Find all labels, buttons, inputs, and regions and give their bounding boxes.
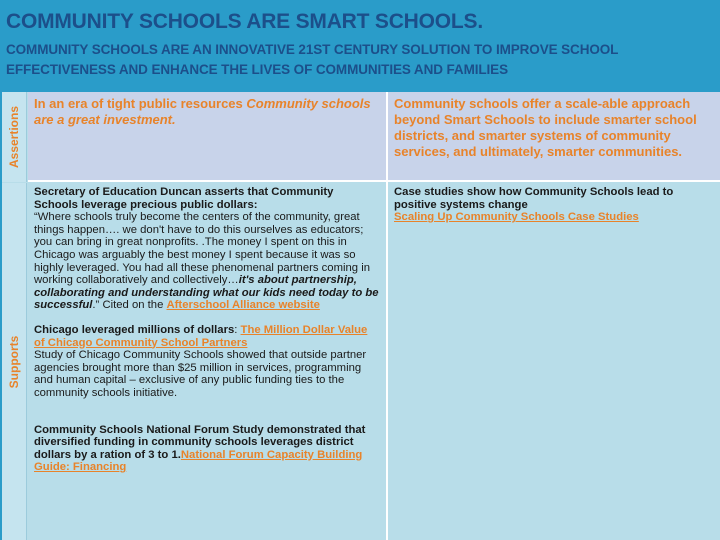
slide-header: [0, 0, 720, 90]
assertions-row-header: [2, 92, 27, 182]
duncan-paragraph: [34, 186, 380, 312]
case-studies-heading: Case studies show how Community Schools lead to positive systems change: [394, 186, 674, 211]
assertions-label: Assertions: [7, 105, 21, 169]
chicago-heading: Chicago leveraged millions of dollars: [34, 323, 235, 336]
page-title: COMMUNITY SCHOOLS ARE SMART SCHOOLS.: [6, 10, 483, 33]
duncan-emphasis: it's about partnership, collaborating and understanding what our kids need today to be successful: [34, 274, 379, 312]
chicago-paragraph: Chicago leveraged millions of dollars: The Million Dollar Value of Chicago Community School Partners Study of Chicago Community Schools showed that outside partner agencies brought more than $25 million in services, programming and human capital – exclusive of any public funding ties to the community schools initiative.: [34, 323, 368, 399]
national-forum-heading: Community Schools National Forum Study demonstrated that diversified funding in community schools leverages district dollars by a ration of 3 to 1.: [34, 423, 366, 461]
supports-row-header: [2, 183, 27, 540]
supports-left-cell: [28, 182, 388, 540]
duncan-cited: .” Cited on the: [92, 299, 167, 312]
national-forum-paragraph: [34, 424, 380, 474]
supports-label: Supports: [7, 335, 21, 388]
page-subtitle: COMMUNITY SCHOOLS ARE AN INNOVATIVE 21ST CENTURY SOLUTION TO IMPROVE SCHOOL EFFECTIVENESS AND ENHANCE THE LIVES OF COMMUNITIES AND FAMILIES: [6, 42, 619, 77]
supports-right-cell: [388, 182, 720, 540]
assertion-right-cell: [388, 92, 720, 182]
duncan-quote: “Where schools truly become the centers of the community, great things happen…. we don't have to do this ourselves as educators; you can bring in great nonprofits. .The money I spent on this in Chicago was arguably the best money I spent because it was so highly leveraged. You had all these phenomenal partners coming in working collaboratively and collectively…: [34, 211, 370, 287]
assertion-left-text: In an era of tight public resources Community schools are a great investment.: [34, 96, 371, 127]
scaling-up-case-studies-link[interactable]: Scaling Up Community Schools Case Studies: [394, 211, 639, 224]
national-forum-financing-link[interactable]: National Forum Capacity Building Guide: Financing: [34, 448, 363, 474]
chicago-body: Study of Chicago Community Schools showed that outside partner agencies brought more than $25 million in services, programming and human capital – exclusive of any public funding ties to the community schools initiative.: [34, 349, 367, 399]
assertion-right-text: Community schools offer a scale-able approach beyond Smart Schools to include smarter school districts, and smarter systems of community services, and ultimately, smarter communities.: [394, 96, 697, 159]
assertion-left-cell: [28, 92, 388, 182]
content-table: [2, 92, 720, 540]
afterschool-alliance-link[interactable]: Afterschool Alliance website: [166, 299, 320, 312]
million-dollar-value-link[interactable]: The Million Dollar Value of Chicago Community School Partners: [34, 323, 368, 349]
duncan-heading: Secretary of Education Duncan asserts that Community Schools leverage precious public dollars:: [34, 186, 334, 211]
